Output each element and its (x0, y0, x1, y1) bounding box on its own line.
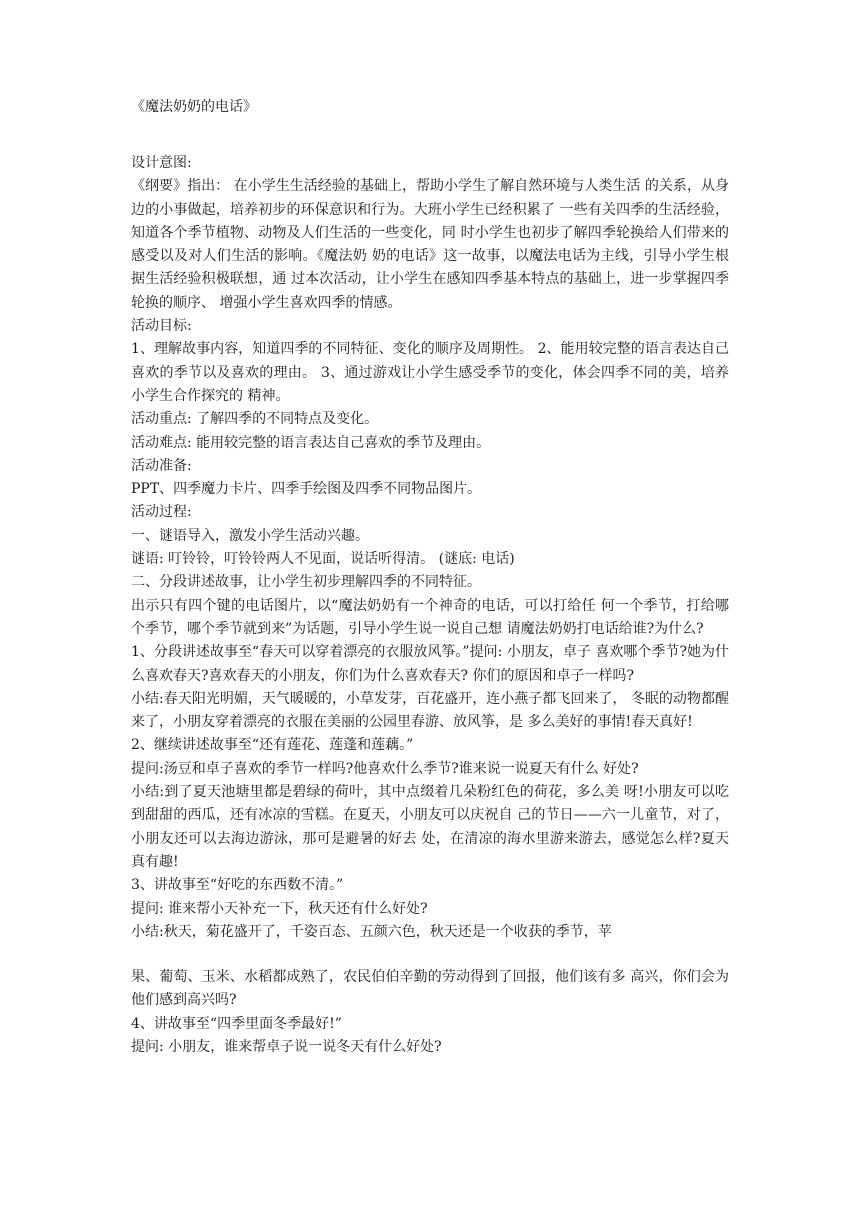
document-title: 《魔法奶奶的电话》 (131, 99, 257, 115)
winter-story-line: 4、讲故事至“四季里面冬季最好!” (131, 1015, 342, 1032)
preparation-heading: 活动准备: (131, 457, 192, 474)
design-intent-paragraph: 《纲要》指出： 在小学生生活经验的基础上，帮助小学生了解自然环境与人类生活 的关系，从身边的小事做起，培养初步的环保意识和行为。大班小学生已经积累了 一些有关四季的生活经验，知道各个季节植物、动物及人们生活的一些变化，同 时小学生也初步了解四季轮换给人们带来的感受以及对人们生活的影响。《魔法奶 奶的电话》这一故事，以魔法电话为主线，引导小学生根据生活经验积极联想，通 过本次活动，让小学生在感知四季基本特点的基础上，进一步掌握四季轮换的顺序、 增强小学生喜欢四季的情感。 (131, 178, 729, 311)
autumn-summary-continued: 果、葡萄、玉米、水稻都成熟了，农民伯伯辛勤的劳动得到了回报，他们该有多 高兴，你们会为他们感到高兴吗? (131, 969, 729, 1009)
key-point-line: 活动重点: 了解四季的不同特点及变化。 (131, 411, 379, 428)
summer-story-line: 2、继续讲述故事至“还有莲花、莲蓬和莲藕。” (131, 737, 414, 754)
spring-summary-paragraph: 小结:春天阳光明媚，天气暖暖的，小草发芽，百花盛开，连小燕子都飞回来了， 冬眠的动物都醒来了，小朋友穿着漂亮的衣服在美丽的公园里春游、放风筝，是 多么美好的事情!春天真好! (131, 690, 729, 731)
preparation-paragraph: PPT、四季魔力卡片、四季手绘图及四季不同物品图片。 (131, 481, 482, 498)
autumn-summary-line: 小结:秋天，菊花盛开了，千姿百态、五颜六色，秋天还是一个收获的季节，苹 (131, 923, 612, 940)
autumn-question-line: 提问: 谁来帮小天补充一下，秋天还有什么好处? (131, 900, 428, 917)
phone-intro-paragraph: 出示只有四个键的电话图片，以“魔法奶奶有一个神奇的电话，可以打给任 何一个季节，打给哪个季节，哪个季节就到来”为话题，引导小学生说一说自己想 请魔法奶奶打电话给谁?为什么? (131, 597, 729, 637)
step-one-heading: 一、谜语导入，激发小学生活动兴趣。 (131, 527, 369, 544)
step-two-heading: 二、分段讲述故事，让小学生初步理解四季的不同特征。 (131, 574, 481, 591)
document-page (131, 96, 729, 1059)
design-intent-heading: 设计意图: (131, 155, 192, 171)
winter-question-line: 提问: 小朋友，谁来帮卓子说一说冬天有什么好处? (131, 1038, 442, 1055)
riddle-line: 谜语: 叮铃铃，叮铃铃两人不见面，说话听得清。 (谜底: 电话) (131, 551, 515, 568)
summer-summary-paragraph: 小结:到了夏天池塘里都是碧绿的荷叶，其中点缀着几朵粉红色的荷花，多么美 呀!小朋友可以吃到甜甜的西瓜，还有冰凉的雪糕。在夏天，小朋友可以庆祝自 己的节日——六一儿童节，对了，小朋友还可以去海边游泳，那可是避暑的好去 处，在清凉的海水里游来游去，感觉怎么样?夏天真有趣! (131, 784, 729, 870)
objectives-paragraph: 1、理解故事内容，知道四季的不同特征、变化的顺序及周期性。 2、能用较完整的语言表达自己喜欢的季节以及喜欢的理由。 3、通过游戏让小学生感受季节的变化，体会四季不同的美，培养小学生合作探究的 精神。 (131, 341, 729, 404)
difficulty-line: 活动难点: 能用较完整的语言表达自己喜欢的季节及理由。 (131, 434, 491, 451)
summer-question-paragraph: 提问:汤豆和卓子喜欢的季节一样吗?他喜欢什么季节?谁来说一说夏天有什么 好处? (131, 760, 639, 777)
spring-question-paragraph: 1、分段讲述故事至“春天可以穿着漂亮的衣服放风筝。”提问: 小朋友，卓子 喜欢哪个季节?她为什么喜欢春天?喜欢春天的小朋友，你们为什么喜欢春天? 你们的原因和卓子一样吗? (131, 644, 729, 684)
process-heading: 活动过程: (131, 504, 192, 521)
objectives-heading: 活动目标: (131, 318, 192, 335)
autumn-story-line: 3、讲故事至“好吃的东西数不清。” (131, 877, 344, 894)
